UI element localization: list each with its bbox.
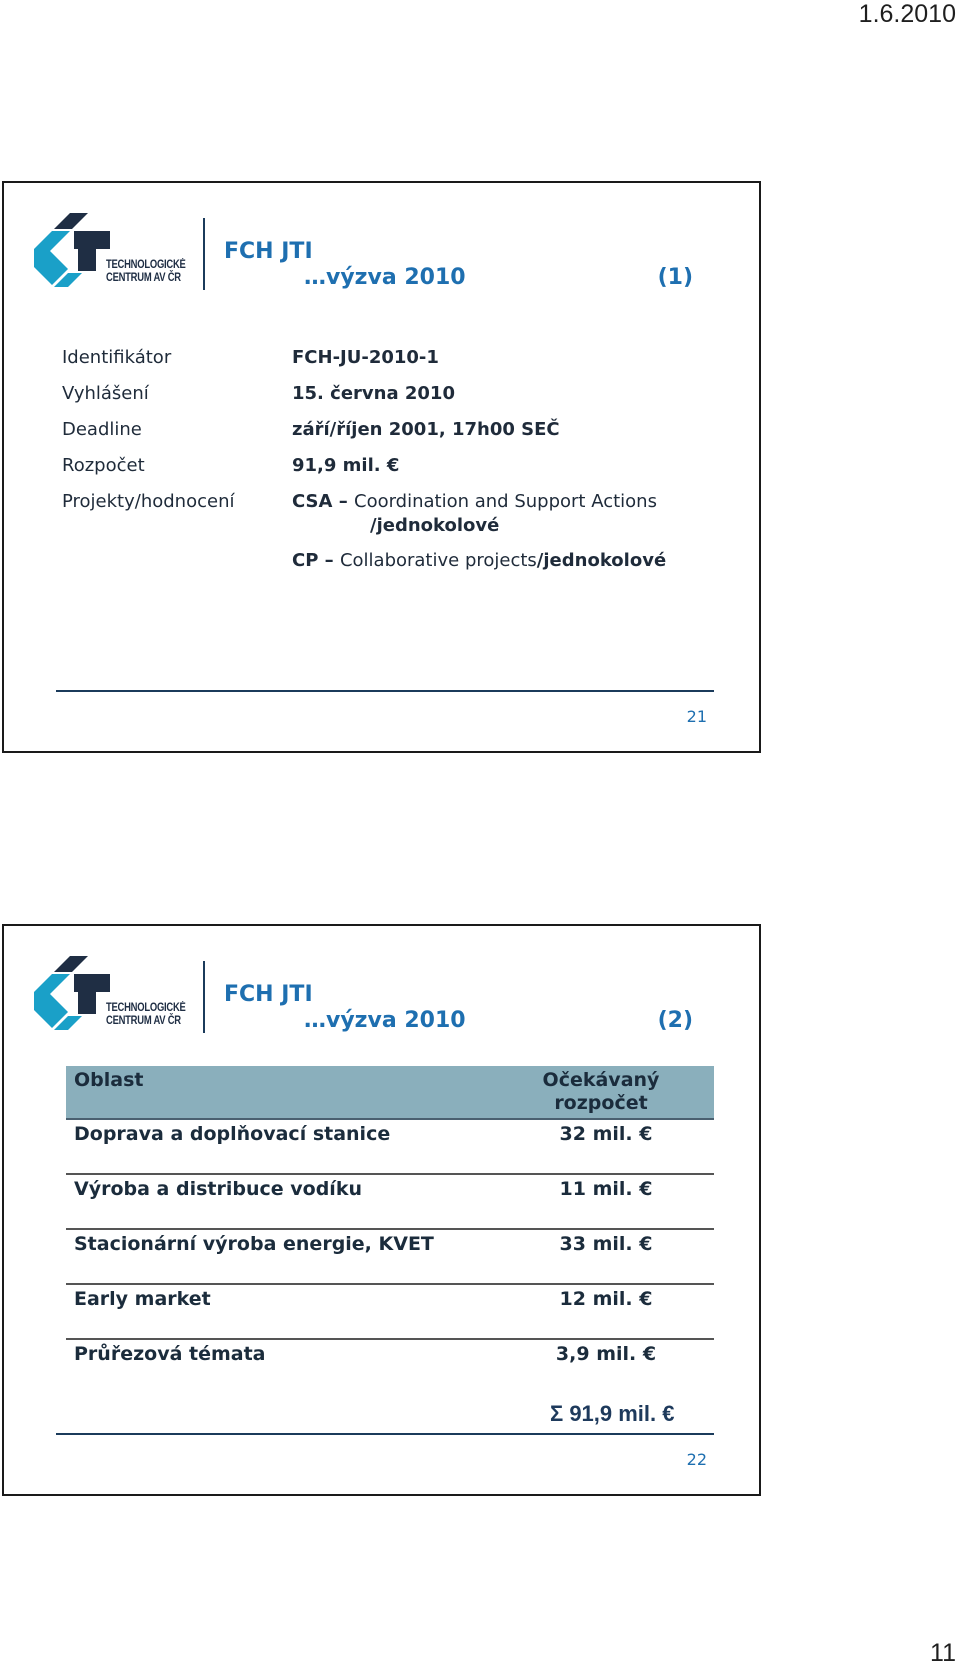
row-area: Early market [74, 1288, 211, 1310]
logo-text: TECHNOLOGICKÉ CENTRUM AV ČR [106, 259, 186, 284]
row-area: Doprava a doplňovací stanice [74, 1123, 391, 1145]
row-budget: 11 mil. € [559, 1178, 653, 1200]
header-divider [203, 218, 205, 290]
info-label: Identifikátor [62, 347, 172, 368]
page-number: 11 [930, 1639, 956, 1667]
info-value: FCH-JU-2010-1 [292, 347, 439, 368]
cp-name: Collaborative projects [339, 550, 537, 571]
info-row-projects [62, 490, 722, 550]
info-label: Vyhlášení [62, 383, 149, 404]
cp-abbr: CP – [292, 550, 334, 571]
logo-mark-icon [34, 211, 114, 295]
slide-21 [2, 181, 761, 753]
logo-text: TECHNOLOGICKÉ CENTRUM AV ČR [106, 1002, 186, 1027]
table-row [66, 1120, 714, 1175]
slide-index: (2) [657, 1008, 693, 1033]
csa-suffix: /jednokolové [370, 515, 500, 536]
table-row [66, 1230, 714, 1285]
tc-avcr-logo [34, 954, 194, 1038]
tc-avcr-logo [34, 211, 194, 295]
slide-title: FCH JTI [224, 239, 313, 264]
slide-number: 22 [686, 1450, 707, 1469]
cp-entry [292, 549, 666, 573]
header-area: Oblast [74, 1069, 144, 1091]
budget-sum: Σ 91,9 mil. € [550, 1401, 675, 1426]
row-area: Stacionární výroba energie, KVET [74, 1233, 434, 1255]
row-budget: 3,9 mil. € [555, 1343, 657, 1365]
slide-number: 21 [686, 707, 707, 726]
slide-subtitle: …výzva 2010 [304, 265, 466, 290]
info-label: Projekty/hodnocení [62, 491, 235, 512]
info-label: Deadline [62, 419, 142, 440]
footer-rule [56, 1433, 714, 1435]
header-divider [203, 961, 205, 1033]
cp-suffix: /jednokolové [536, 550, 667, 571]
table-row [66, 1340, 714, 1393]
footer-rule [56, 690, 714, 692]
csa-name: Coordination and Support Actions [354, 491, 657, 512]
logo-mark-icon [34, 954, 114, 1038]
row-budget: 32 mil. € [559, 1123, 653, 1145]
page-date: 1.6.2010 [858, 0, 956, 28]
info-value: 91,9 mil. € [292, 455, 400, 476]
table-header [66, 1066, 714, 1120]
row-area: Výroba a distribuce vodíku [74, 1178, 362, 1200]
csa-abbr: CSA – [292, 491, 348, 512]
table-row [66, 1285, 714, 1340]
header-budget: Očekávaný rozpočet [542, 1069, 660, 1114]
info-value: 15. června 2010 [292, 383, 455, 404]
slide-subtitle: …výzva 2010 [304, 1008, 466, 1033]
slide-22 [2, 924, 761, 1496]
row-budget: 12 mil. € [559, 1288, 653, 1310]
info-label: Rozpočet [62, 455, 145, 476]
table-row [66, 1175, 714, 1230]
row-area: Průřezová témata [74, 1343, 266, 1365]
csa-entry [292, 490, 657, 514]
info-value: září/říjen 2001, 17h00 SEČ [292, 419, 560, 440]
slide-index: (1) [657, 265, 693, 290]
slide-title: FCH JTI [224, 982, 313, 1007]
budget-table [66, 1066, 714, 1393]
row-budget: 33 mil. € [559, 1233, 653, 1255]
